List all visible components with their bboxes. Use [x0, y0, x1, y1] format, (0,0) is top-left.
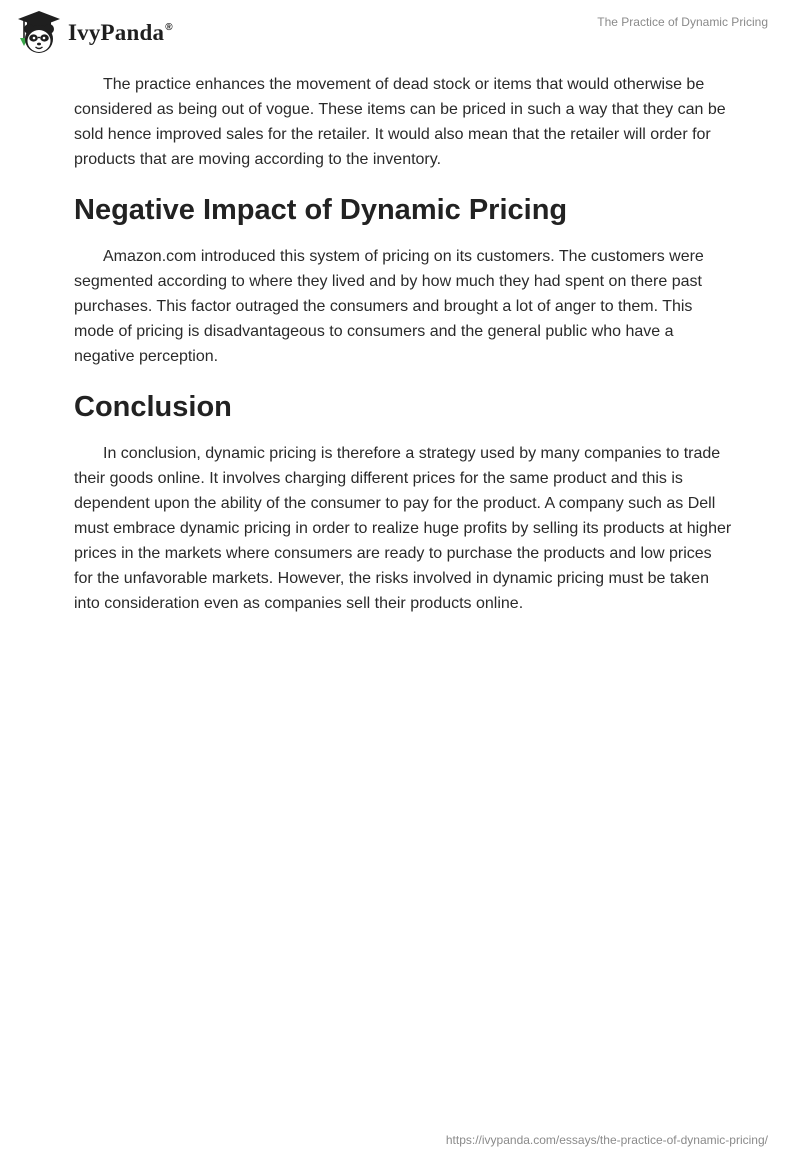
brand-name: IvyPanda®: [68, 20, 173, 45]
section-heading-conclusion: Conclusion: [74, 391, 232, 423]
paragraph-dead-stock: The practice enhances the movement of dead stock or items that would otherwise be considered as being out of vogue. These items can be priced in such a way that they can be sold hence improved sales for the retailer. It would also mean that the retailer will order for products that are moving according to the inventory.: [74, 76, 726, 168]
source-url[interactable]: https://ivypanda.com/essays/the-practice-of-dynamic-pricing/: [445, 1133, 768, 1147]
essay-body: [74, 72, 734, 616]
page-header: [0, 0, 800, 60]
panda-graduate-logo-icon: [14, 8, 64, 56]
paragraph-amazon: Amazon.com introduced this system of pricing on its customers. The customers were segmented according to where they lived and by how much they had spent on there past purchases. This factor outraged the consumers and brought a lot of anger to them. This mode of pricing is disadvantageous to consumers and the general public who have a negative perception.: [74, 248, 704, 365]
section-heading-negative-impact: Negative Impact of Dynamic Pricing: [74, 194, 568, 226]
registered-mark: ®: [165, 22, 173, 33]
paragraph-conclusion: In conclusion, dynamic pricing is therefore a strategy used by many companies to trade their goods online. It involves charging different prices for the same product and this is dependent upon the ability of the consumer to pay for the product. A company such as Dell must embrace dynamic pricing in order to realize huge profits by selling its products at higher prices in the markets where consumers are ready to purchase the products and low prices for the unfavorable markets. However, the risks involved in dynamic pricing must be taken into consideration even as companies sell their products online.: [74, 445, 732, 612]
ivypanda-logo[interactable]: [14, 8, 173, 56]
document-title: The Practice of Dynamic Pricing: [597, 15, 768, 29]
